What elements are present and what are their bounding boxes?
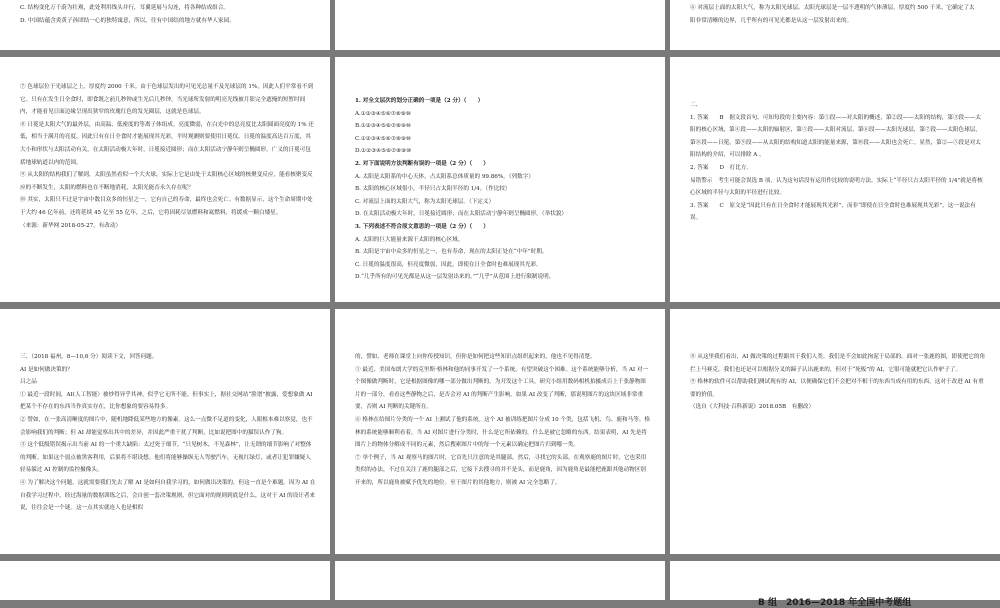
option: A. 太阳的巨大能量来源于太阳的核心区域。 bbox=[355, 236, 464, 243]
paragraph: ⑨ 从太阳的结构我们了解到，太阳虽然看似一个大火球，实际上它是由处于太阳核心区域的核聚变反应，能看核聚变反应的不断发生，太阳的燃料也在不断地消耗，太阳光能否永久存在呢？ bbox=[20, 172, 313, 191]
paragraph: ⑤ 最近，美国布朗大学的克里斯·格林和他的同事开发了一个系统，有望突破这个困难。这个系统能够分析，当 AI 对一个图像做判断时，它是根据图像的哪一部分做出判断的。为开发这个工具，研究小组用数码相机拍摄成百上千张静物图片的一部分，看看这些静物之后，是否会对 AI 的判断产生影响。如果 AI 改变了判断，那说明图片的这块区域非常重要，否则 AI 判断的关键所在。 bbox=[355, 366, 649, 411]
option: A.①②③④⑤⑥⑦⑧⑨⑩ bbox=[355, 110, 411, 117]
option: B.①②③④⑤⑥⑦⑧⑨⑩ bbox=[355, 123, 412, 130]
answer-3: 3. 答案 C 原文是“因此只有在日全食时才能展现其光彩”，而非“即使在日全食时也难展现其光彩”，这一说法有误。 bbox=[690, 202, 976, 222]
question-3: 3. 下列表述不符合原文意思的一项是（2 分）（ ） bbox=[355, 223, 489, 230]
page-8 bbox=[335, 309, 665, 554]
page-9-text bbox=[690, 351, 986, 414]
option: D.“几乎所有的可见光都是从这一层发射出来的。”“几乎”从范围上进行限制说明。 bbox=[355, 274, 555, 281]
page-7-text bbox=[20, 351, 316, 515]
page-10 bbox=[0, 561, 330, 600]
paragraph: ④ 为了解决这个问题，这就需要我们先去了解 AI 是如何自我学习的，如何做出决策的，但这一直是个难题。因为 AI 在自我学习过程中，经过海量的数据训练之后，会自创一套决策规则，但它面对的规则到底是什么，这对于 AI 的设计者来说，往往会是一个谜。这一点其实就连人也是相似 bbox=[20, 479, 316, 512]
paragraph: ⑧ 从这里我们看出，AI 做决策的过程跟其于我们人类。我们是不会如此拘泥于局部的。面对一张鹿的图，即使把它的角拦上马赛克，我们也还是可以根据分叉的蹄子认出鹿来的，但对于“死板”的 AI，它很可能就把它认作驴子了。 bbox=[690, 354, 986, 373]
paragraph: 的，譬如，老师在课堂上向你传授知识，但你是如何把这些知识点组织起来的，他也不见得清楚。 bbox=[355, 354, 596, 360]
page-5-questions bbox=[355, 95, 651, 284]
option: A. 太阳是太阳系的中心天体，占太阳系总体质量的 99.86%。（列数字） bbox=[355, 173, 534, 180]
paragraph: ③ 这个低级错误揭示出当前 AI 的一个重大缺陷：太过死于细节，“只见树木，不见森林”，让无谓的细节影响了对整体的判断。如果这个弱点被黑客利用，后果将不堪设想。他们将能够操纵无人驾驶汽车，无视红绿灯，或者让犯罪嫌疑人轻易躲过 AI 控制的监控摄像头。 bbox=[20, 442, 312, 474]
page-3-text bbox=[690, 2, 980, 27]
paragraph: ⑧ 日冕是太阳大气的最外层，由高温、低密度的等离子体组成。亮度微弱，在白光中的总亮度比太阳圆面亮度的 1% 还低，相当于满月的亮度，因此只有在日全食时才能展现其光彩，平时观测则要使用日冕仪。日冕的温度高达百万度，其大小和形状与太阳活动有关，在太阳活动极大年时，日冕接近圆形；而在太阳活动宁静年则呈椭圆形。广义的日冕可包括地球轨道以内的范围。 bbox=[20, 121, 314, 166]
page-3 bbox=[670, 0, 1000, 50]
option: C. 对流层上面的太阳大气，称为太阳光球层。（下定义） bbox=[355, 198, 495, 205]
answer-2: 2. 答案 D 打比方。 bbox=[690, 164, 752, 171]
page-6-answers bbox=[690, 99, 986, 225]
option: B. 太阳是宇宙中众多的恒星之一，也有寿命，现在的太阳正处在“中年”时期。 bbox=[355, 249, 548, 256]
section-title: B 组 2016—2018 年全国中考题组 bbox=[758, 598, 912, 608]
option: C.①②③④⑤⑥⑦⑧⑨⑩ bbox=[355, 135, 412, 142]
paragraph: D. 中国结蕴含炎黄子孙团结一心的独特寓意，所以，往有中国结的地方就有华人家园。 bbox=[20, 17, 235, 24]
page-9 bbox=[670, 309, 1000, 554]
article-author: 吕之品 bbox=[20, 379, 37, 386]
paragraph: ① 最近一段时间，AI(人工智能）被炒得异乎其神，似乎它无所不能。但事实上，据社交网站“脸谱”披露，爱想象做 AI 把某个不存在的东西当作真实存在，比你想象的要容易得多。 bbox=[20, 391, 313, 411]
question-1: 1. 对全文层次的划分正确的一项是（2 分）（ ） bbox=[355, 98, 484, 104]
article-title: AI 是如何做决策的？ bbox=[20, 366, 73, 373]
page-4-text bbox=[20, 81, 316, 232]
page-1 bbox=[0, 0, 330, 50]
source-note: （来源：新华网 2018-05-27，有改动） bbox=[20, 222, 122, 229]
paragraph: ⑥ 格林在给图片分类的一个 AI 上测试了他的系统。这个 AI 被训练把图片分成 10 个类，包括飞机、鸟、鹿和马等。格林的系统能够顺利看着，当 AI 对图片进行分类时，什么是它所依赖的，什么是被它忽略的东西。结果表明，AI 先是将图片上的物体分解成不同的元素，然后搜索图片中的每一个元素以确定把图片归到哪一类。 bbox=[355, 416, 650, 449]
paragraph: ⑩ 其实，太阳只不过是宇宙中数目众多的恒星之一，它有自己的寿命，最终也会死亡。有数据显示，这个生命周期中处于大约 46 亿年前，还将延续 45 亿至 55 亿年，之后，它将因耗尽氢燃料和氦燃料，将缓成一颗白矮星。 bbox=[20, 197, 313, 216]
error-warning: 易错警示 考生可能会误选 B 项，认为这句话没有运用作比较的说明方法。实际上“半径只占太阳半径的 1/4”就是将核心区域的半径与太阳的半径进行比较。 bbox=[690, 177, 983, 197]
section-heading: 三、（2018 福州，8—10,6 分）阅读下文，回答问题。 bbox=[20, 354, 158, 360]
paragraph: C. 结构变化万千蔚为壮观，此处利用线头并行，耳翼延展与勾连，将各种结成组合。 bbox=[20, 5, 230, 11]
paragraph: ⑦ 举个例子，当 AI 观察马的图片时，它首先只注意的是其腿部，然后，寻找它的头部。在观察鹿的图片时，它也采用类似的办法，不过在关注了鹿的腿部之后，它接下去搜寻的并不是头，而是鹿角，因为鹿角是最能把鹿跟其他动物区别开来的，所以鹿角被赋予优先的地位。至于图片的其他地方，则被 AI 完全忽略了。 bbox=[355, 454, 647, 486]
page-7 bbox=[0, 309, 330, 554]
source-note: （选自《大科技·百科新说》2018.05B 有删改） bbox=[690, 404, 815, 411]
paragraph: ⑥ 对流层上面的太阳大气，称为太阳光球层。太阳光球层是一层不透明的气体薄层，厚度约 500 千米。它确定了太阳非常清晰的边界，几乎所有的可见光都是从这一层发射出来的。 bbox=[690, 5, 975, 24]
page-11 bbox=[335, 561, 665, 600]
paragraph: ② 譬如，在一张高清晰度的图片中，随机地降低某些地方的像素。这么一点微不足道的变化，人眼根本难以察觉，也不会影响我们的判断；但 AI 却能觉察出其中的差异，并因此严重干扰了判断，比如说把图中的猫误认作了狗。 bbox=[20, 416, 313, 436]
section-heading: 二、 bbox=[690, 102, 702, 108]
option: D. 在太阳活动极大年时，日冕接近圆形；而在太阳活动宁静年则呈椭圆形。（举状貌） bbox=[355, 211, 568, 218]
paragraph: ⑦ 色球层位于光球层之上，厚度约 2000 千米。由于色球层发出的可见光总量不及光球层的 1%，因此人们平常看不到它。只有在发生日全食时，即食既之前几秒钟或生光后几秒钟，当光球所发射的明亮光线被月影完全遮掩的短暂时间内，才能看见日面边缘呈现出狭窄的玫瑰红色的发光圈层，这就是色球层。 bbox=[20, 84, 314, 116]
paragraph: ⑨ 格林的软件可以帮助我们测试现有的 AI，以便确保它们不会把对不相干的东西当成有用的东西，这对于改进 AI 有重要的价值。 bbox=[690, 379, 984, 398]
option: C. 日冕的温度很高，但亮度微弱，因此，即使在日全食时也难展现其光彩。 bbox=[355, 261, 542, 268]
page-5 bbox=[335, 57, 665, 302]
page-12 bbox=[670, 561, 1000, 608]
page-2 bbox=[335, 0, 665, 50]
page-8-text bbox=[355, 351, 651, 490]
question-2: 2. 对下面说明方法判断有误的一项是（2 分）（ ） bbox=[355, 160, 489, 167]
page-1-text bbox=[20, 2, 310, 27]
answer-1: 1. 答案 B 据文段首句，可知每段的主要内容：第①段——对太阳的概述，第②段——太阳的结构，第③段——太阳的核心区域，第④段——太阳的辐射区，第⑤段——太阳对流层，第⑥段——太阳光球层，第⑦段——太阳色球层，第⑧段——日冕，第⑨段——从太阳的结构知道太阳的能量来源，第⑩段——太阳也会死亡。显然，第②—⑤段是对太阳结构的介绍，可以排除 A 。 bbox=[690, 114, 981, 159]
option: D.①②③④⑤⑥⑦⑧⑨⑩ bbox=[355, 148, 412, 155]
option: B. 太阳的核心区域很小，半径只占太阳半径的 1/4。（作比较） bbox=[355, 186, 511, 193]
page-6 bbox=[670, 57, 1000, 302]
page-4 bbox=[0, 57, 330, 302]
